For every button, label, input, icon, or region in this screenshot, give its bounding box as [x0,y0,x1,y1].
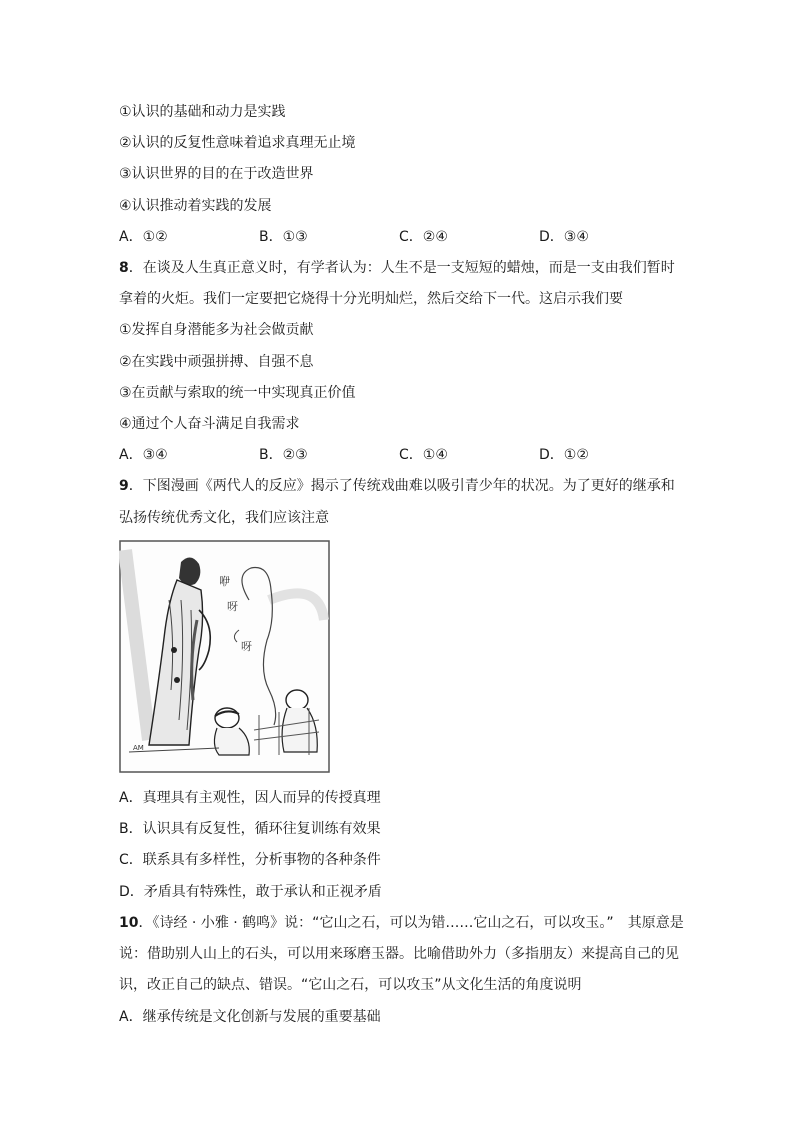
q10-number: 10 [119,915,139,931]
q10-stem-line-1 [119,913,684,933]
q8-item-2: ②在实践中顽强拼搏、自强不息 [119,354,314,370]
q7-item-1: ①认识的基础和动力是实践 [119,104,286,120]
q8-item-4: ④通过个人奋斗满足自我需求 [119,416,300,432]
q10-stem-text-1: ．《诗经 · 小雅 · 鹤鸣》说：“它山之石，可以为错……它山之石，可以攻玉。” 其原意是 [138,915,684,931]
q7-options [119,227,679,247]
q7-option-d: D．③④ [539,229,589,245]
q8-option-c: C．①④ [399,447,448,463]
q9-answer-d: D．矛盾具有特殊性，敢于承认和正视矛盾 [119,884,382,900]
q8-stem-line-2: 拿着的火炬。我们一定要把它烧得十分光明灿烂，然后交给下一代。这启示我们要 [119,291,623,307]
q8-option-d: D．①② [539,447,589,463]
cartoon-text-1: 咿 [219,575,230,588]
q8-options [119,445,679,465]
q9-answer-c: C．联系具有多样性，分析事物的各种条件 [119,852,381,868]
cartoon-two-generations [119,540,330,773]
q10-answer-a: A．继承传统是文化创新与发展的重要基础 [119,1009,381,1025]
q8-option-a: A．③④ [119,447,168,463]
q8-item-1: ①发挥自身潜能多为社会做贡献 [119,322,314,338]
q8-item-3: ③在贡献与索取的统一中实现真正价值 [119,385,356,401]
cartoon-text-2: 呀 [227,600,238,613]
q9-answer-a: A．真理具有主观性，因人而异的传授真理 [119,790,381,806]
q7-item-4: ④认识推动着实践的发展 [119,198,272,214]
cartoon-text-3: 呀 [241,640,252,653]
q7-item-3: ③认识世界的目的在于改造世界 [119,166,314,182]
q7-option-a: A．①② [119,229,168,245]
q7-item-2: ②认识的反复性意味着追求真理无止境 [119,135,356,151]
q10-stem-line-3: 识，改正自己的缺点、错误。“它山之石，可以攻玉”从文化生活的角度说明 [119,977,582,993]
q8-stem-text-1: ．在谈及人生真正意义时，有学者认为：人生不是一支短短的蜡烛，而是一支由我们暂时 [128,260,675,276]
q9-stem-line-2: 弘扬传统优秀文化，我们应该注意 [119,510,329,526]
q9-stem-text-1: ．下图漫画《两代人的反应》揭示了传统戏曲难以吸引青少年的状况。为了更好的继承和 [128,478,675,494]
q8-stem-line-1 [119,258,675,278]
q9-stem-line-1 [119,476,675,496]
q10-stem-line-2: 说：借助别人山上的石头，可以用来琢磨玉器。比喻借助外力（多指朋友）来提高自己的见 [119,946,679,962]
q8-number: 8 [119,260,129,276]
q8-option-b: B．②③ [259,447,308,463]
q7-option-c: C．②④ [399,229,448,245]
cartoon-signature: AM [133,744,144,752]
q9-answer-b: B．认识具有反复性，循环往复训练有效果 [119,821,381,837]
q9-number: 9 [119,478,129,494]
q7-option-b: B．①③ [259,229,308,245]
